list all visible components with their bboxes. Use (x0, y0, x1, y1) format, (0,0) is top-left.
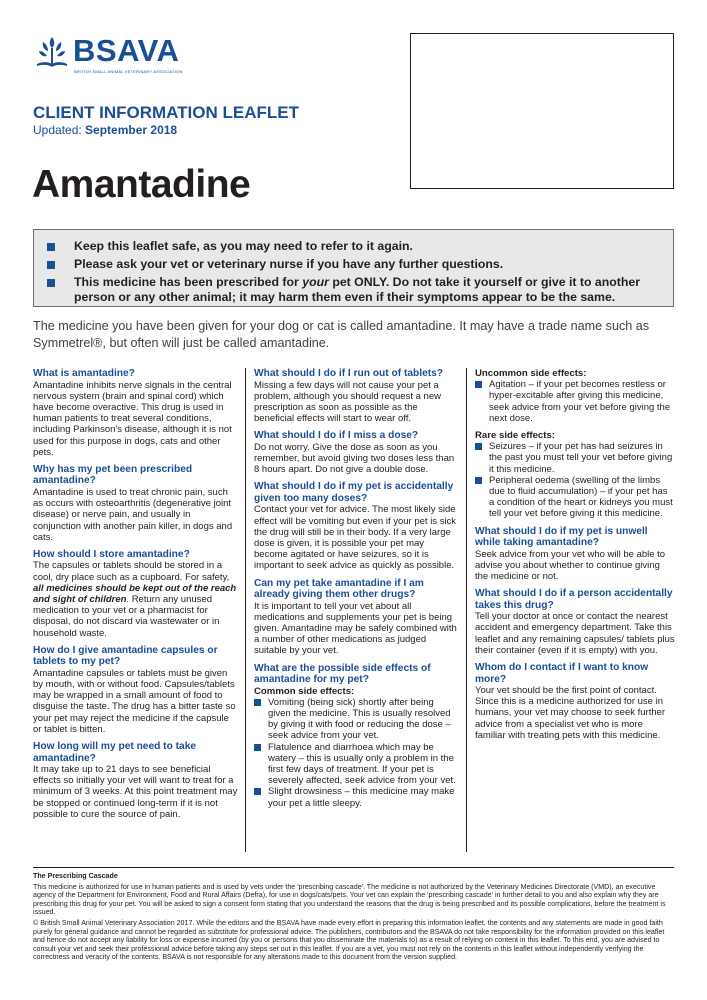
body-part: The capsules or tablets should be stored in a cool, dry place such as a cupboard. For safety, (33, 560, 230, 583)
square-bullet-icon (475, 381, 482, 388)
side-effect-list (475, 379, 675, 424)
body-part: . Return any unused medication to your vet or a pharmacist for disposal, do not discard via wastewater or in household waste. (33, 594, 220, 639)
square-bullet-icon (47, 261, 55, 269)
section-body (33, 560, 238, 638)
updated-line (33, 123, 177, 137)
section-heading: What should I do if my pet is unwell while taking amantadine? (475, 525, 648, 549)
section-heading: How long will my pet need to take amantadine? (33, 741, 197, 764)
warning-box (33, 229, 674, 307)
section-body: Tell your doctor at once or contact the nearest accident and emergency department. Take this leaflet and any remaining capsules/ tablets plus their container (even if it is empty) with you. (475, 611, 675, 656)
list-item (254, 697, 457, 742)
section-body: Seek advice from your vet who will be able to advise you about whether to continue giving the medicine or not. (475, 548, 666, 583)
section-body: Missing a few days will not cause your pet a problem, although you should request a new prescription as soon as possible as the beneficial effects will start to wear off. (254, 379, 441, 425)
column-2 (254, 368, 457, 815)
square-bullet-icon (47, 243, 55, 251)
bsava-logo (33, 33, 193, 73)
square-bullet-icon (47, 279, 55, 287)
list-item (475, 475, 675, 520)
section-heading: What are the possible side effects of amantadine for my pet? (254, 662, 431, 686)
list-item-text: Flatulence and diarrhoea which may be watery – this is usually only a problem in the first few days of treatment. If your pet is severely affected, seek advice from your vet. (268, 741, 456, 787)
footer-cascade-text: This medicine is authorized for use in human patients and is used by vets under the 'prescribing cascade'. The medicine is not authorized by the Veterinary Medicines Directorate (VMD), an executive agency of the Department for Environment, Food and Rural Affairs (Defra), for use in dogs/cats/pets. Your vet can explain the 'prescribing cascade' in further detail to you and also explain why they are prescribing this drug for your pet. You will be asked to sign a consent form stating that you understand the reasons that the drug is being prescribed and its possible complications, before the treatment is issued. (33, 882, 666, 917)
intro-paragraph: The medicine you have been given for your dog or cat is called amantadine. It may have a trade name such as Symmetrel®, but often will just be called amantadine. (33, 319, 650, 350)
subheading: Uncommon side effects: (475, 368, 587, 379)
section-body: Your vet should be the first point of contact. Since this is a medicine authorized for use in humans, your vet may choose to seek further advice from a specialist vet who is more familiar with treating pets with this medicine. (475, 685, 666, 741)
section-body: It may take up to 21 days to see beneficial effects so initially your vet will want to treat for a minimum of 3 weeks. At this point treatment may be stopped or continued long-term if it is not possible to cure the source of pain. (33, 764, 238, 820)
column-1 (33, 368, 238, 826)
leaflet-title: CLIENT INFORMATION LEAFLET (33, 103, 299, 122)
list-item (254, 786, 457, 808)
updated-label: Updated: (33, 123, 82, 137)
subheading: Rare side effects: (475, 430, 555, 442)
warning-text-part: pet ONLY. Do not take it yourself or give it to another person or any other animal; it may harm them even if their symptoms appear to be the same. (74, 275, 641, 304)
square-bullet-icon (254, 744, 261, 751)
logo-wordmark: BSAVA (73, 33, 180, 68)
warning-text-part: This medicine has been prescribed for (74, 275, 303, 289)
section-heading: How do I give amantadine capsules or tablets to my pet? (33, 644, 218, 668)
subheading: Common side effects: (254, 685, 355, 697)
section-heading: What is amantadine? (33, 368, 135, 379)
square-bullet-icon (254, 699, 261, 706)
section-body: Amantadine inhibits nerve signals in the central nervous system (brain and spinal cord) which have become overactive. This drug is used in human patients to treat several conditions, including Parkinson's disease, although it is not used for this purpose in dogs, cats and other pets. (33, 379, 232, 458)
section-body: Contact your vet for advice. The most likely side effect will be vomiting but even if your pet is sick the drug will still be in their body. If a very large dose is given, it is possible your pet may become agitated or have seizures, so it is important to seek advice as quickly as possible. (254, 504, 457, 572)
square-bullet-icon (475, 443, 482, 450)
footer-title: The Prescribing Cascade (33, 872, 118, 880)
pharmacy-label-box (410, 33, 674, 189)
list-item (254, 742, 457, 787)
section-body: Do not worry. Give the dose as soon as you remember, but avoid giving two doses less than 8 hours apart. Do not give a double dose. (254, 441, 455, 476)
footer-divider (33, 867, 674, 868)
warning-text (74, 275, 669, 305)
list-item-text: Seizures – if your pet has had seizures in the past you must tell your vet before giving it this medicine. (489, 441, 673, 475)
updated-date: September 2018 (85, 123, 178, 137)
section-body: It is important to tell your vet about all medications and supplements your pet is being given. Amantadine may be safely combined with a number of other medications as judged suitable by your vet. (254, 600, 457, 657)
square-bullet-icon (254, 788, 261, 795)
column-divider (245, 368, 246, 852)
list-item-text: Agitation – if your pet becomes restless or hyper-excitable after giving this medicine, seek advice from your vet before giving the next dose. (489, 379, 671, 424)
section-body: Amantadine is used to treat chronic pain, such as occurs with osteoarthritis (degenerative joint disease) or nerve pain, and usually in conjunction with another pain killer, in dogs and cats. (33, 486, 233, 543)
warning-emphasis: your (302, 275, 329, 289)
list-item-text: Slight drowsiness – this medicine may make your pet a little sleepy. (268, 786, 455, 809)
warning-text: Please ask your vet or veterinary nurse if you have any further questions. (74, 257, 504, 271)
footer-copyright: © British Small Animal Veterinary Association 2017. While the editors and the BSAVA have made every effort in preparing this information leaflet, the contents and any statements are made in good faith purely for general guidance and cannot be regarded as substitute for professional advice. The publishers, contributors and the BSAVA do not take responsibility for the information provided on this leaflet and hence do not accept any liability for loss or expense incurred (by you or persons that you disseminate the materials to) as a result of relying on content in this leaflet. To this end, you are advised to consult your vet and seek their professional advice before taking any steps set out in this leaflet. If you are a vet, you must not rely on the contents in this leaflet without independently verifying the correctness and veracity of the contents. BSAVA is not responsible for any alterations made to this document from the version supplied. (33, 918, 665, 962)
section-heading: Can my pet take amantadine if I am already giving them other drugs? (254, 577, 424, 601)
column-divider (466, 368, 467, 852)
list-item (475, 441, 675, 475)
section-body: Amantadine capsules or tablets must be given by mouth, with or without food. Capsules/tablets may be wrapped in a small amount of food to disguise the taste. The drug has a bitter taste so your pet may reject the medicine if the capsule or tablet is bitten. (33, 667, 236, 735)
side-effect-list (254, 697, 457, 809)
section-heading: What should I do if I miss a dose? (254, 430, 419, 442)
section-heading: What should I do if I run out of tablets? (254, 368, 444, 379)
page-title: Amantadine (32, 163, 251, 206)
section-heading: What should I do if my pet is accidentally given too many doses? (254, 481, 454, 504)
footer (33, 872, 675, 964)
side-effect-list (475, 441, 675, 519)
dog-and-cat-logo-icon (33, 33, 71, 71)
section-heading: What should I do if a person accidentally takes this drug? (475, 588, 673, 611)
section-heading: How should I store amantadine? (33, 548, 190, 560)
section-heading: Whom do I contact if I want to know more? (475, 662, 649, 685)
list-item-text: Vomiting (being sick) shortly after being given the medicine. This is usually resolved by giving it with food or reducing the dose – seek advice from your vet. (268, 696, 451, 742)
square-bullet-icon (475, 477, 482, 484)
list-item (475, 379, 675, 424)
column-3 (475, 368, 675, 747)
list-item-text: Peripheral oedema (swelling of the limbs due to fluid accumulation) – if your pet has a condition of the heart or kidneys you must tell your vet before giving it this medicine. (489, 474, 673, 520)
logo-subtitle: BRITISH SMALL ANIMAL VETERINARY ASSOCIATION (74, 69, 183, 74)
body-emphasis: all medicines should be kept out of the reach and sight of children (33, 582, 237, 606)
warning-text: Keep this leaflet safe, as you may need to refer to it again. (74, 239, 413, 253)
section-heading: Why has my pet been prescribed amantadine? (33, 463, 193, 487)
